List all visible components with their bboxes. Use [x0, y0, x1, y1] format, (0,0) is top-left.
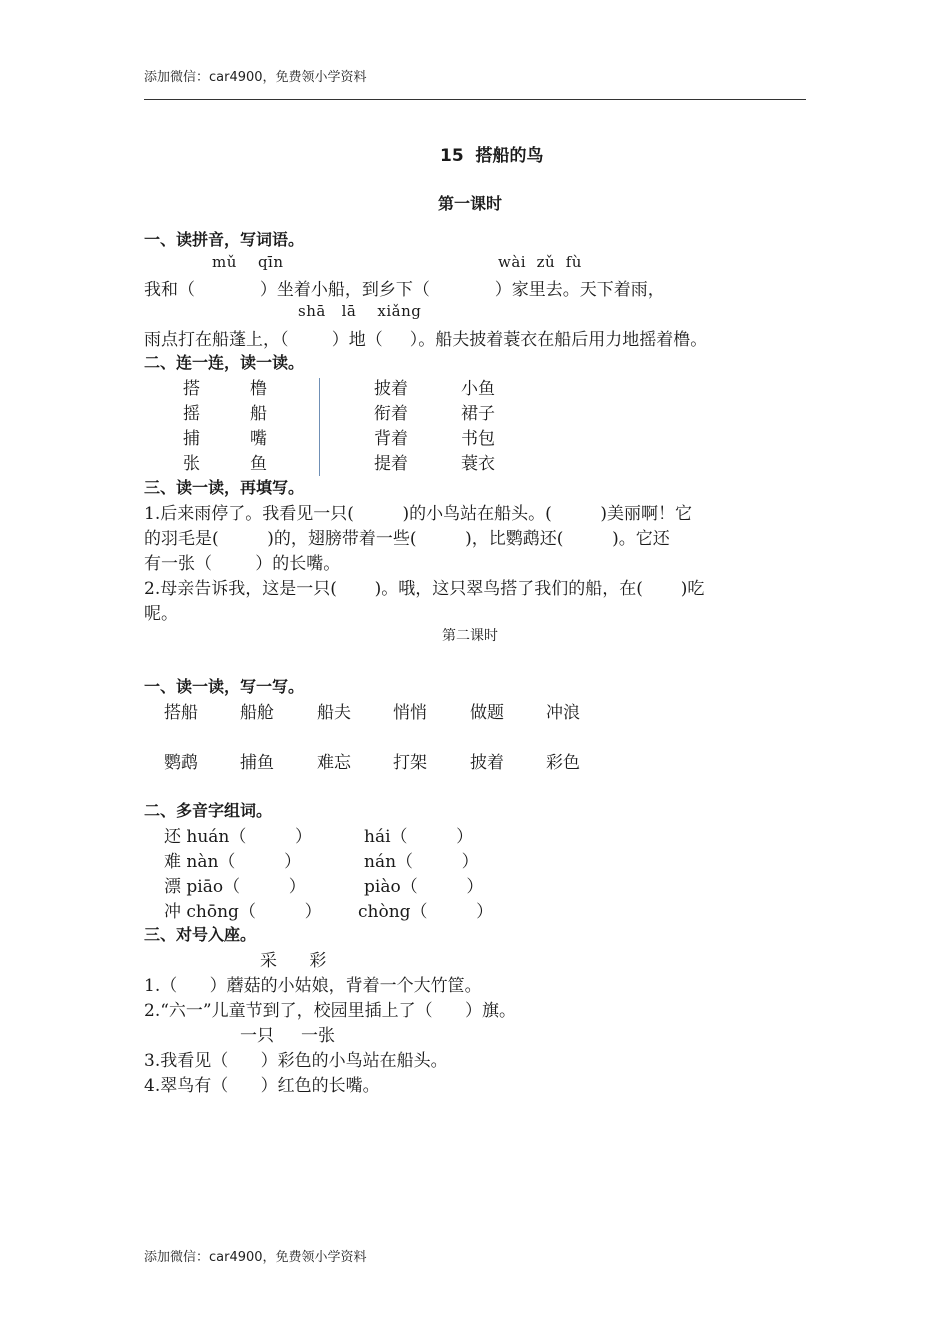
match-left-1: 搭 [183, 379, 200, 399]
l1-s1-line2: 雨点打在船蓬上，（ ）地（ ）。船夫披着蓑衣在船后用力地摇着橹。 [144, 330, 708, 350]
pinyin-shalaxiang: shā lā xiǎng [298, 302, 422, 320]
word-r2-3: 难忘 [317, 753, 351, 773]
choice-options-2: 一只 一张 [240, 1026, 336, 1046]
word-r1-4: 悄悄 [393, 703, 427, 723]
fill-q1: 1.（ ）蘑菇的小姑娘，背着一个大竹筐。 [144, 976, 482, 996]
match-left-4: 张 [183, 454, 200, 474]
header-note: 添加微信：car4900，免费领小学资料 [144, 70, 367, 85]
match-right2-4: 蓑衣 [461, 454, 495, 474]
word-r1-2: 船舱 [240, 703, 274, 723]
l1-s1-heading: 一、读拼音，写词语。 [144, 230, 305, 249]
match-right-3: 背着 [374, 429, 408, 449]
word-r1-3: 船夫 [317, 703, 351, 723]
word-r2-5: 披着 [470, 753, 504, 773]
match-left2-3: 嘴 [250, 429, 267, 449]
l2-s1-heading: 一、读一读，写一写。 [144, 677, 305, 696]
l1-s1-line1: 我和（ ）坐着小船，到乡下（ ）家里去。天下着雨， [144, 280, 665, 300]
poly-3b: piào（ ） [364, 877, 484, 897]
word-r1-1: 搭船 [164, 703, 198, 723]
l1-s3-p1a: 1.后来雨停了。我看见一只( )的小鸟站在船头。( )美丽啊！它 [144, 504, 693, 524]
word-r2-2: 捕鱼 [240, 753, 274, 773]
match-right2-2: 裙子 [461, 404, 495, 424]
l1-s3-heading: 三、读一读，再填写。 [144, 478, 305, 497]
match-right2-1: 小鱼 [461, 379, 495, 399]
poly-2a: 难 nàn（ ） [164, 852, 302, 872]
word-r2-4: 打架 [393, 753, 427, 773]
fill-q4: 4.翠鸟有（ ）红色的长嘴。 [144, 1076, 380, 1096]
match-right-2: 衔着 [374, 404, 408, 424]
poly-1a: 还 huán（ ） [164, 827, 313, 847]
l1-s3-p2a: 2.母亲告诉我，这是一只( )。哦，这只翠鸟搭了我们的船，在( )吃 [144, 579, 705, 599]
match-left2-2: 船 [250, 404, 267, 424]
fill-q3: 3.我看见（ ）彩色的小鸟站在船头。 [144, 1051, 448, 1071]
choice-options-1: 采 彩 [260, 951, 327, 971]
poly-2b: nán（ ） [364, 852, 479, 872]
word-r2-6: 彩色 [546, 753, 580, 773]
l2-s3-heading: 三、对号入座。 [144, 925, 257, 944]
match-left-2: 摇 [183, 404, 200, 424]
lesson1-heading: 第一课时 [438, 194, 503, 213]
l1-s3-p1b: 的羽毛是( )的，翅膀带着一些( )，比鹦鹉还( )。它还 [144, 529, 670, 549]
lesson2-heading: 第二课时 [442, 628, 498, 644]
word-r1-5: 做题 [470, 703, 504, 723]
match-left2-4: 鱼 [250, 454, 267, 474]
page-title: 15 搭船的鸟 [440, 146, 544, 166]
poly-4b: chòng（ ） [358, 902, 494, 922]
match-right-1: 披着 [374, 379, 408, 399]
divider-line [319, 378, 320, 476]
l1-s2-heading: 二、连一连，读一读。 [144, 353, 305, 372]
poly-3a: 漂 piāo（ ） [164, 877, 306, 897]
footer-note: 添加微信：car4900，免费领小学资料 [144, 1250, 367, 1265]
fill-q2: 2.“六一”儿童节到了，校园里插上了（ ）旗。 [144, 1001, 517, 1021]
pinyin-muqin: mǔ qīn [212, 253, 284, 271]
poly-4a: 冲 chōng（ ） [164, 902, 322, 922]
l1-s3-p1c: 有一张（ ）的长嘴。 [144, 554, 341, 574]
l2-s2-heading: 二、多音字组词。 [144, 801, 273, 820]
match-right2-3: 书包 [461, 429, 495, 449]
pinyin-waizufu: wài zǔ fù [498, 253, 582, 271]
match-left-3: 捕 [183, 429, 200, 449]
match-right-4: 提着 [374, 454, 408, 474]
l1-s3-p2b: 呢。 [144, 604, 178, 624]
poly-1b: hái（ ） [364, 827, 474, 847]
match-left2-1: 橹 [250, 379, 267, 399]
word-r2-1: 鹦鹉 [164, 753, 198, 773]
word-r1-6: 冲浪 [546, 703, 580, 723]
header-divider [144, 99, 806, 100]
